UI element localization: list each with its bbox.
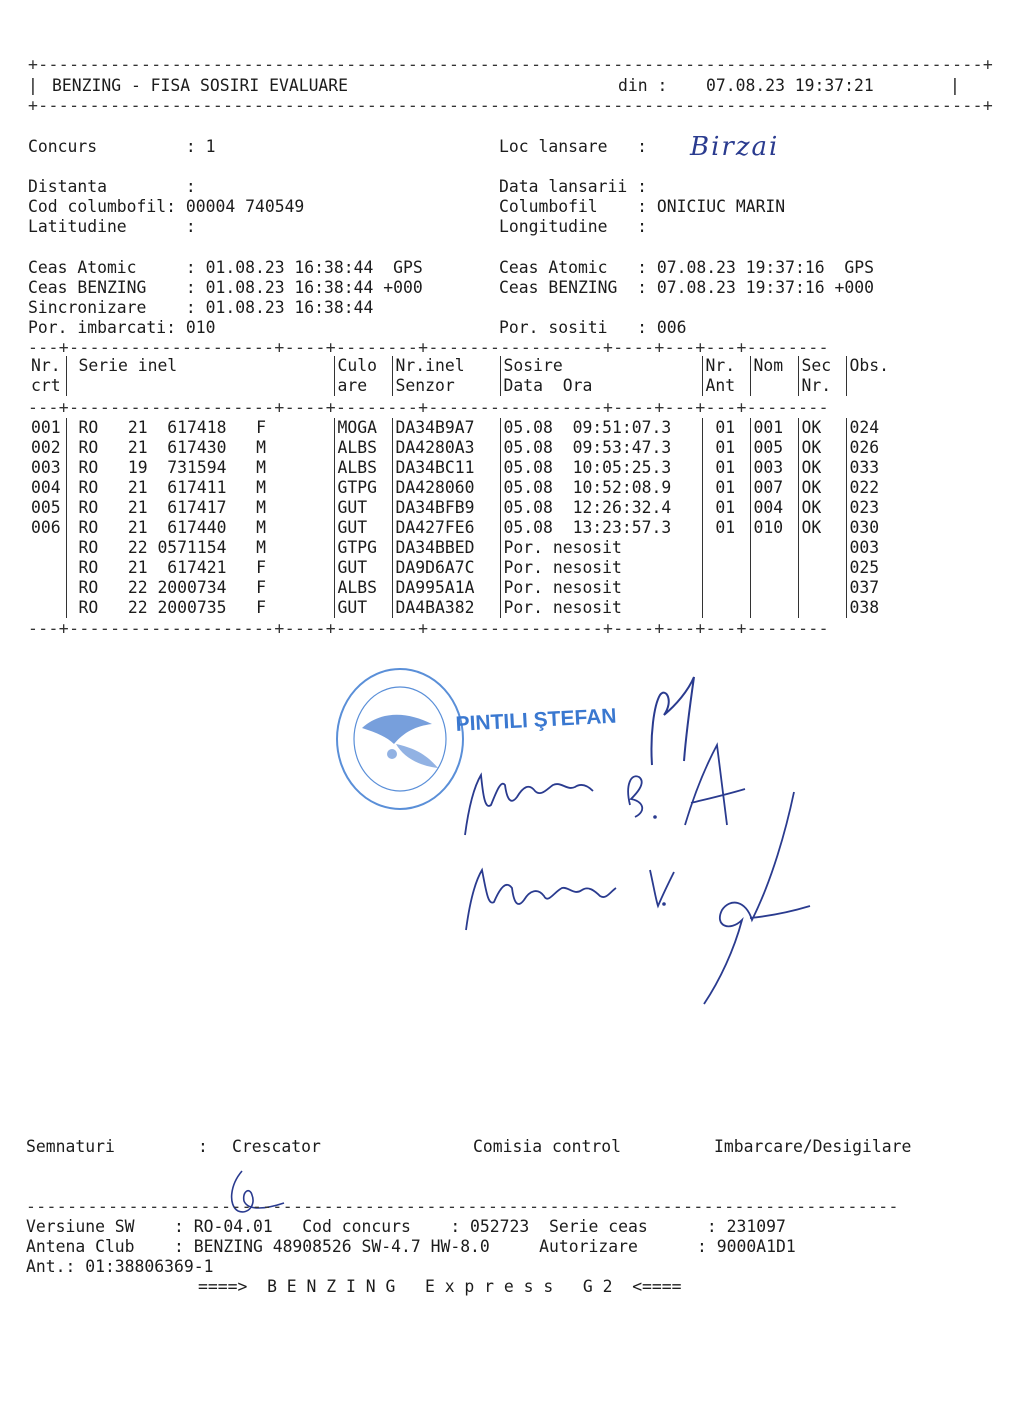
columbofil: Columbofil : ONICIUC MARIN: [499, 197, 786, 216]
nr-crt-cell: 005: [31, 498, 61, 517]
obs-cell: 033: [846, 458, 944, 478]
table-row: [28, 558, 944, 578]
culoare-cell: are: [334, 376, 392, 396]
nom-cell: 001: [750, 418, 798, 438]
obs-cell: 026: [846, 438, 944, 458]
table-row: [28, 458, 944, 478]
nom-cell: 005: [750, 438, 798, 458]
header-top-border: +--------------------------------------------------------------------------------------------+: [28, 55, 994, 74]
serie-inel-cell: Serie inel: [66, 356, 334, 376]
table-row: [28, 598, 944, 618]
culoare-cell: GTPG: [334, 478, 392, 498]
nr-inel-senzor-cell: DA428060: [392, 478, 500, 498]
culoare-cell: GTPG: [334, 538, 392, 558]
nr-crt-cell: 003: [31, 458, 61, 477]
ceas-atomic-end: Ceas Atomic : 07.08.23 19:37:16 GPS: [499, 258, 874, 277]
serie-inel-cell: RO 21 617411 M: [66, 478, 334, 498]
comisia-control-label: Comisia control: [473, 1137, 622, 1156]
nom-cell: 010: [750, 518, 798, 538]
nom-cell: 004: [750, 498, 798, 518]
table-header-row: [28, 376, 944, 396]
culoare-cell: GUT: [334, 598, 392, 618]
culoare-cell: Culo: [334, 356, 392, 376]
nom-cell: [750, 598, 798, 618]
signature-2-icon: [458, 830, 678, 940]
sec-nr-cell: OK: [798, 518, 846, 538]
nr-crt-cell: Nr.: [31, 356, 61, 375]
nr-inel-senzor-cell: DA34BC11: [392, 458, 500, 478]
culoare-cell: ALBS: [334, 458, 392, 478]
footer-separator: -------------------------------------------------------------------------------------: [26, 1197, 899, 1216]
sec-nr-cell: Nr.: [798, 376, 846, 396]
sosire-cell: Por. nesosit: [500, 598, 702, 618]
obs-cell: 024: [846, 418, 944, 438]
sosire-cell: Data Ora: [500, 376, 702, 396]
sec-nr-cell: [798, 558, 846, 578]
culoare-cell: ALBS: [334, 438, 392, 458]
sosire-cell: 05.08 09:53:47.3: [500, 438, 702, 458]
sosire-cell: Sosire: [500, 356, 702, 376]
sec-nr-cell: [798, 538, 846, 558]
table-bottom-border: ---+--------------------+----+--------+-----------------+----+---+---+--------: [28, 619, 829, 638]
nr-inel-senzor-cell: DA995A1A: [392, 578, 500, 598]
table-row: [28, 498, 944, 518]
nr-crt-cell: 001: [31, 418, 61, 437]
nr-ant-cell: [702, 598, 750, 618]
sosire-cell: Por. nesosit: [500, 538, 702, 558]
loc-lansare-label: Loc lansare :: [499, 137, 648, 156]
culoare-cell: GUT: [334, 558, 392, 578]
nr-crt-cell: 006: [31, 518, 61, 537]
header-left-bar: |: [28, 76, 38, 95]
obs-cell: 022: [846, 478, 944, 498]
stamp-name: PINTILI ŞTEFAN: [455, 704, 618, 736]
nom-cell: 003: [750, 458, 798, 478]
sosire-cell: 05.08 10:52:08.9: [500, 478, 702, 498]
nom-cell: [750, 376, 798, 396]
nr-crt-cell: [28, 558, 66, 578]
signature-3-icon: [690, 790, 820, 1010]
serie-inel-cell: RO 19 731594 M: [66, 458, 334, 478]
sec-nr-cell: OK: [798, 498, 846, 518]
longitudine: Longitudine :: [499, 217, 648, 236]
semnaturi-label: Semnaturi: [26, 1137, 115, 1156]
serie-inel-cell: RO 21 617417 M: [66, 498, 334, 518]
sosire-cell: 05.08 10:05:25.3: [500, 458, 702, 478]
table-header-row: [28, 356, 944, 376]
sec-nr-cell: OK: [798, 418, 846, 438]
nr-ant-cell: 01: [702, 478, 750, 498]
nr-inel-senzor-cell: DA34B9A7: [392, 418, 500, 438]
nom-cell: Nom: [750, 356, 798, 376]
culoare-cell: MOGA: [334, 418, 392, 438]
nr-inel-senzor-cell: Nr.inel: [392, 356, 500, 376]
antenna-id: Ant.: 01:38806369-1: [26, 1257, 214, 1276]
nr-crt-cell: [28, 538, 66, 558]
antena-club: Antena Club : BENZING 48908526 SW-4.7 HW-8.0 Autorizare : 9000A1D1: [26, 1237, 796, 1256]
header-date-value: 07.08.23 19:37:21: [706, 76, 874, 95]
nr-crt-cell: [28, 578, 66, 598]
table-row: [28, 438, 944, 458]
imbarcare-label: Imbarcare/Desigilare: [714, 1137, 912, 1156]
por-sositi: Por. sositi : 006: [499, 318, 687, 337]
sec-nr-cell: OK: [798, 438, 846, 458]
table-top-border: ---+--------------------+----+--------+-----------------+----+---+---+--------: [28, 338, 829, 357]
sec-nr-cell: [798, 578, 846, 598]
nr-crt-cell: crt: [31, 376, 61, 395]
sec-nr-cell: [798, 598, 846, 618]
nr-ant-cell: Nr.: [702, 356, 750, 376]
serie-inel-cell: RO 22 2000735 F: [66, 598, 334, 618]
serie-inel-cell: [66, 376, 334, 396]
data-lansarii: Data lansarii :: [499, 177, 648, 196]
sosire-cell: 05.08 13:23:57.3: [500, 518, 702, 538]
nr-inel-senzor-cell: DA34BFB9: [392, 498, 500, 518]
sec-nr-cell: Sec: [798, 356, 846, 376]
nr-ant-cell: 01: [702, 418, 750, 438]
nr-inel-senzor-cell: DA4280A3: [392, 438, 500, 458]
obs-cell: 003: [846, 538, 944, 558]
header-bottom-border: +--------------------------------------------------------------------------------------------+: [28, 96, 994, 115]
nr-inel-senzor-cell: Senzor: [392, 376, 500, 396]
crescator-label: Crescator: [232, 1137, 321, 1156]
nr-ant-cell: 01: [702, 498, 750, 518]
por-imbarcati: Por. imbarcati: 010: [28, 318, 216, 337]
table-header-spacer: [28, 396, 944, 418]
table-row: [28, 478, 944, 498]
nr-inel-senzor-cell: DA34BBED: [392, 538, 500, 558]
nr-ant-cell: Ant: [702, 376, 750, 396]
sec-nr-cell: OK: [798, 478, 846, 498]
sosire-cell: Por. nesosit: [500, 558, 702, 578]
serie-inel-cell: RO 22 0571154 M: [66, 538, 334, 558]
obs-cell: [846, 376, 944, 396]
sincronizare: Sincronizare : 01.08.23 16:38:44: [28, 298, 374, 317]
semnaturi-colon: :: [198, 1137, 208, 1156]
obs-cell: 038: [846, 598, 944, 618]
versiune-sw: Versiune SW : RO-04.01 Cod concurs : 052723 Serie ceas : 231097: [26, 1217, 786, 1236]
table-row: [28, 518, 944, 538]
serie-inel-cell: RO 21 617418 F: [66, 418, 334, 438]
nr-crt-cell: 002: [31, 438, 61, 457]
nr-crt-cell: 004: [31, 478, 61, 497]
sosire-cell: 05.08 09:51:07.3: [500, 418, 702, 438]
concurs: Concurs : 1: [28, 137, 216, 156]
serie-inel-cell: RO 22 2000734 F: [66, 578, 334, 598]
obs-cell: 030: [846, 518, 944, 538]
benzing-express-banner: ====> B E N Z I N G E x p r e s s G 2 <====: [198, 1277, 682, 1296]
distanta: Distanta :: [28, 177, 196, 196]
nr-crt-cell: [28, 598, 66, 618]
ceas-atomic-start: Ceas Atomic : 01.08.23 16:38:44 GPS: [28, 258, 423, 277]
nr-ant-cell: 01: [702, 438, 750, 458]
nom-cell: [750, 558, 798, 578]
sosire-cell: Por. nesosit: [500, 578, 702, 598]
header-date-label: din :: [618, 76, 668, 95]
ceas-benzing-start: Ceas BENZING : 01.08.23 16:38:44 +000: [28, 278, 423, 297]
obs-cell: 023: [846, 498, 944, 518]
culoare-cell: GUT: [334, 498, 392, 518]
table-row: [28, 538, 944, 558]
sec-nr-cell: OK: [798, 458, 846, 478]
club-stamp: [334, 666, 466, 812]
ceas-benzing-end: Ceas BENZING : 07.08.23 19:37:16 +000: [499, 278, 874, 297]
arrivals-table: [28, 356, 944, 618]
nr-ant-cell: 01: [702, 458, 750, 478]
culoare-cell: ALBS: [334, 578, 392, 598]
serie-inel-cell: RO 21 617440 M: [66, 518, 334, 538]
serie-inel-cell: RO 21 617430 M: [66, 438, 334, 458]
header-right-bar: |: [950, 76, 960, 95]
obs-cell: 037: [846, 578, 944, 598]
nr-inel-senzor-cell: DA4BA382: [392, 598, 500, 618]
header-title: BENZING - FISA SOSIRI EVALUARE: [52, 76, 349, 95]
nr-inel-senzor-cell: DA427FE6: [392, 518, 500, 538]
nr-ant-cell: [702, 578, 750, 598]
nr-ant-cell: 01: [702, 518, 750, 538]
sosire-cell: 05.08 12:26:32.4: [500, 498, 702, 518]
obs-cell: Obs.: [846, 356, 944, 376]
nr-ant-cell: [702, 538, 750, 558]
table-row: [28, 578, 944, 598]
nom-cell: [750, 538, 798, 558]
nr-ant-cell: [702, 558, 750, 578]
nom-cell: 007: [750, 478, 798, 498]
nr-inel-senzor-cell: DA9D6A7C: [392, 558, 500, 578]
nom-cell: [750, 578, 798, 598]
culoare-cell: GUT: [334, 518, 392, 538]
table-row: [28, 418, 944, 438]
cod-columbofil: Cod columbofil: 00004 740549: [28, 197, 305, 216]
obs-cell: 025: [846, 558, 944, 578]
loc-lansare-handwritten: Birzai: [690, 132, 780, 162]
table-header-border: ---+--------------------+----+--------+-----------------+----+---+---+--------: [28, 398, 829, 417]
serie-inel-cell: RO 21 617421 F: [66, 558, 334, 578]
latitudine: Latitudine :: [28, 217, 196, 236]
